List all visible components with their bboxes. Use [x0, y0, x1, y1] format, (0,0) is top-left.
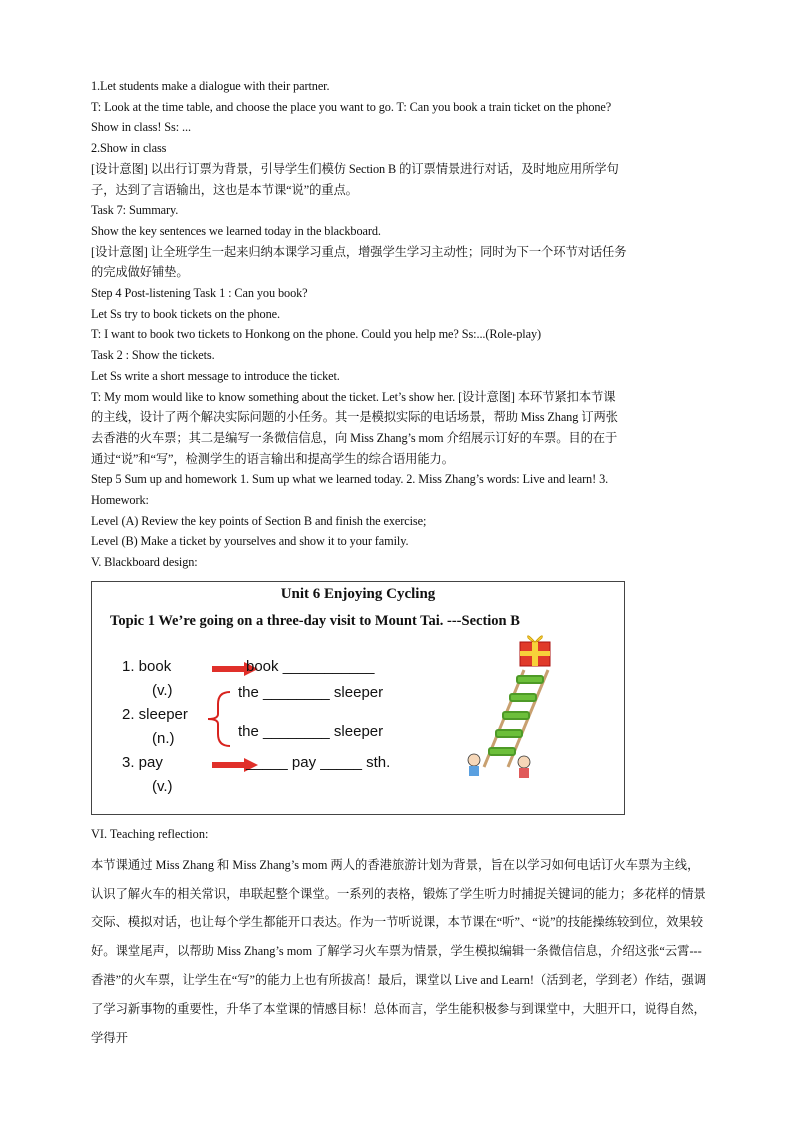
text-line: Let Ss write a short message to introduce the ticket.: [91, 368, 340, 383]
item1-word: 1. book: [122, 657, 172, 675]
text-line: 通过“说”和“写”，检测学生的语言输出和提高学生的综合语用能力。: [91, 451, 454, 466]
text-line: Show the key sentences we learned today in the blackboard.: [91, 223, 381, 238]
text-line: T: I want to book two tickets to Honkong on the phone. Could you help me? Ss:...(Role-play): [91, 327, 541, 342]
text-line: Let Ss try to book tickets on the phone.: [91, 306, 280, 321]
item3-result: _____ pay _____ sth.: [246, 753, 391, 771]
item3-word: 3. pay: [122, 753, 163, 771]
text-line: Homework:: [91, 493, 149, 508]
text-line: Task 2 : Show the tickets.: [91, 348, 215, 363]
section-heading-blackboard: V. Blackboard design:: [91, 555, 198, 570]
text-line: 的主线，设计了两个解决实际问题的小任务。其一是模拟实际的电话场景，帮助 Miss Zhang 订两张: [91, 410, 618, 425]
text-line: [设计意图] 让全班学生一起来归纳本课学习重点，增强学生学习主动性；同时为下一个环节对话任务: [91, 244, 627, 259]
text-line: 子，达到了言语输出，这也是本节课“说”的重点。: [91, 182, 358, 197]
text-line: 的完成做好铺垫。: [91, 265, 189, 280]
item2-pos: (n.): [152, 729, 175, 747]
ladder-gift-illustration: [462, 632, 562, 782]
text-line: Show in class! Ss: ...: [91, 120, 191, 135]
text-line: 1.Let students make a dialogue with their partner.: [91, 79, 330, 93]
children-icon: [468, 754, 530, 778]
text-line: T: My mom would like to know something about the ticket. Let’s show her. [设计意图] 本环节紧扣本节课: [91, 389, 616, 404]
board-title: Unit 6 Enjoying Cycling: [280, 585, 436, 602]
item2-option-a: the ________ sleeper: [238, 683, 384, 701]
gift-icon: [520, 636, 550, 666]
board-subtitle: Topic 1 We’re going on a three-day visit to Mount Tai. ---Section B: [110, 612, 520, 629]
item2-word: 2. sleeper: [122, 705, 188, 723]
text-line: Step 5 Sum up and homework 1. Sum up what we learned today. 2. Miss Zhang’s words: Live and learn! 3.: [91, 472, 609, 487]
blackboard-design: [91, 581, 625, 815]
ladder-icon: [484, 670, 548, 767]
text-line: Task 7: Summary.: [91, 203, 179, 218]
text-line: Level (B) Make a ticket by yourselves and show it to your family.: [91, 534, 409, 549]
section-heading-reflection: VI. Teaching reflection:: [91, 826, 209, 841]
text-line: T: Look at the time table, and choose the place you want to go. T: Can you book a train ticket on the phone?: [91, 99, 612, 114]
item1-result: book ___________: [246, 657, 375, 675]
body-text: [91, 76, 711, 573]
item2-option-b: the ________ sleeper: [238, 722, 384, 740]
text-line: 去香港的火车票；其二是编写一条微信信息，向 Miss Zhang’s mom 介绍展示订好的车票。目的在于: [91, 430, 618, 445]
item3-pos: (v.): [152, 777, 173, 795]
reflection-paragraph: 本节课通过 Miss Zhang 和 Miss Zhang’s mom 两人的香港旅游计划为背景，旨在以学习如何电话订火车票为主线，认识了解火车的相关常识，串联起整个课堂。一系列的表格，锻炼了学生听力时捕捉关键词的能力；多花样的情景交际、模拟对话，也让每个学生都能开口表达。作为一节听说课，本节课在“听”、“说”的技能操练较到位，效果较好。课堂尾声，以帮助 Miss Zhang’s mom 了解学习火车票为情景，学生模拟编辑一条微信信息，介绍这张“云霄---香港”的火车票，让学生在“写”的能力上也有所拔高！最后，课堂以 Live and Learn!（活到老，学到老）作结，强调了学习新事物的重要性，升华了本堂课的情感目标！总体而言，学生能积极参与到课堂中，大胆开口，说得自然，学得开: [91, 857, 707, 1045]
item1-pos: (v.): [152, 681, 173, 699]
text-line: Step 4 Post-listening Task 1 : Can you book?: [91, 286, 308, 301]
text-line: [设计意图] 以出行订票为背景，引导学生们模仿 Section B 的订票情景进行对话，及时地应用所学句: [91, 161, 619, 176]
text-line: Level (A) Review the key points of Section B and finish the exercise;: [91, 513, 427, 528]
bracket-icon: [196, 688, 236, 750]
document-page: [91, 76, 711, 1052]
text-line: 2.Show in class: [91, 141, 167, 156]
